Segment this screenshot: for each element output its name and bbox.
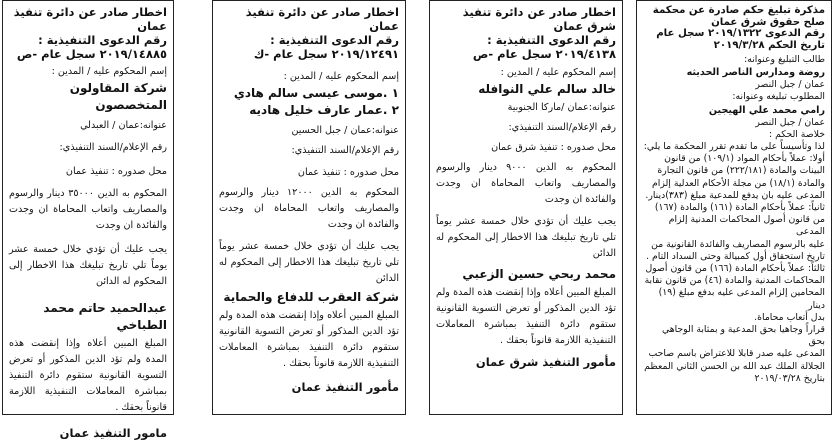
address: عنوانه:عمان /ماركا الجنوبية (507, 102, 616, 113)
notice-text: يجب عليك أن تؤدي خلال خمسة عشر يوماً تلي تاريخ تبليغك هذا الاخطار إلى المحكوم له الدائن (436, 216, 616, 259)
debtor-name: خالد سالم علي النوافله (478, 82, 616, 96)
debtor-name: شركة المقاولون المتخصصون (69, 81, 167, 112)
creditor-name: شركة العقرب للدفاع والحماية (223, 290, 399, 304)
judgment-line: المحاكمات المدنية والمادة (٤٦) من قانون نقابة (644, 275, 825, 287)
footer-signature: مأمور التنفيذ شرق عمان (475, 355, 616, 369)
summary-label: خلاصة الحكم : (769, 128, 825, 140)
address: عنوانه:عمان / العبدلي (80, 120, 167, 131)
footer-signature: مامور التنفيذ عمان (59, 426, 167, 440)
court-notice-column (636, 0, 832, 415)
judgment-line: بتاريخ ٢٠١٩/٠٣/٢٨ (754, 372, 825, 384)
notice-header: اخطار صادر عن دائرة تنفيذ عمان رقم الدعوى التنفيذية : ٢٠١٩/١٤٨٨٥ سجل عام -ص (13, 5, 167, 61)
debtor-label: إسم المحكوم عليه / المدين : (51, 66, 167, 77)
judgment-line: أولا: عملاً بأحكام المواد (١٠٩/١) من قانون (664, 153, 825, 165)
footer-signature: مأمور التنفيذ عمان (291, 380, 399, 394)
judgment-line: المحامين إلزام المدعى عليه بدفع مبلغ (١٩) دينار (658, 287, 825, 311)
judgment-line: البينات والمادة (٢٢٢/١٨١) من قانون التجارة (657, 165, 825, 177)
notice-header: اخطار صادر عن دائرة تنفيذ عمان رقم الدعوى التنفيذية : ٢٠١٩/١٢٤٩١ سجل عام -ك (245, 5, 399, 61)
debtor-label: إسم المحكوم عليه / المدين : (500, 67, 616, 78)
judgment-line: عليه بالرسوم المصاريف والفائدة القانونية من (651, 238, 825, 250)
amount-text: المحكوم به الدين ٩٠٠٠ دينار والرسوم والمصاريف واتعاب المحاماة ان وجدت والفائدة ان وجدت (436, 162, 616, 205)
judgment-line: المدعى عليه بان يدفع للمدعية مبلغ (٣٨٣)دينار. (645, 189, 825, 201)
notice-column-2 (212, 0, 406, 415)
recipient-address: عمان / جبل النصر (755, 116, 825, 128)
judgment-line: تاريخ استحقاق أول كمبيالة وحتى السداد التام . (646, 250, 825, 262)
closing-text: المبلغ المبين أعلاه وإذا إنقضت هذه المدة ولم تؤد الدين المذكور أو تعرض التسوية القانونية ستقوم دائرة التنفيذ بمباشرة المعاملات التنفيذية اللازمة قانوناً بحقك . (436, 287, 616, 346)
address: عنوانه:عمان / جبل الحسين (291, 125, 399, 136)
requester-name: روضة ومدارس الناصر الحديثه (686, 67, 825, 79)
issue-place: محل صدوره : تنفيذ عمان (297, 167, 399, 178)
instrument: رقم الإعلام/السند التنفيذي: (291, 145, 399, 156)
judgment-line: ثانياً: عملاً بأحكام المادة (١٦١) والمادة (١٦٧) (654, 202, 825, 214)
closing-text: المبلغ المبين أعلاه وإذا إنقضت هذه المدة ولم تؤد الدين المذكور أو تعرض التسوية القانونية ستقوم دائرة التنفيذ بمباشرة المعاملات التنفيذية اللازمة قانوناً بحقك . (219, 310, 399, 369)
debtor-name-1: ١ .موسى عيسى سالم هادي (233, 86, 399, 100)
recipient-label: المطلوب تبليغه وعنوانه: (732, 91, 825, 103)
judgment-line: بدل أتعاب محاماة. (754, 311, 825, 323)
creditor-name: عبدالحميد حاتم محمد الطباخي (43, 301, 167, 332)
debtor-label: إسم المحكوم عليه / المدين : (283, 71, 399, 82)
judgment-line: لذا وتأسيساً على ما تقدم تقرر المحكمة ما يلي: (643, 141, 825, 153)
judgment-line: ثالثاً: عملاً بأحكام المادة (١٦٦) من قانون أصول (645, 263, 825, 275)
notice-text: يجب عليك أن تؤدي خلال خمسة عشر يوماً تلي تاريخ تبليغك هذا الاخطار إلى المحكوم له الدائن (219, 241, 399, 284)
amount-text: المحكوم به الدين ٣٥٠٠٠ دينار والرسوم والمصاريف واتعاب المحاماة ان وجدت والفائدة ان وجدت (9, 188, 167, 231)
court-notice-header: مذكرة تبليغ حكم صادرة عن محكمة صلح حقوق شرق عمان رقم الدعوى ٢٠١٩/١٣٢٢ سجل عام تاريخ الحكم ٢٠١٩/٣/٢٨ (652, 5, 825, 51)
judgment-body (643, 141, 825, 385)
judgment-line: الجلالة الملك عبد الله بن الحسن الثاني المعظم (644, 360, 825, 372)
judgment-line: من قانون أصول المحاكمات المدنية إلزام المدعى (668, 214, 825, 238)
judgment-line: المدعى عليه صدر قابلا للاعتراض باسم صاحب (648, 348, 825, 360)
issue-place: محل صدوره : تنفيذ عمان (65, 166, 167, 177)
requester-label: طالب التبليغ وعنوانه: (744, 54, 825, 65)
instrument: رقم الإعلام/السند التنفيذي: (508, 122, 616, 133)
issue-place: محل صدوره : تنفيذ شرق عمان (491, 142, 616, 153)
notice-column-1 (2, 0, 174, 440)
closing-text: المبلغ المبين أعلاه وإذا إنقضت هذه المدة ولم تؤد الدين المذكور أو تعرض التسوية القانونية ستقوم دائرة التنفيذ بمباشرة المعاملات التنفيذية اللازمة قانوناً بحقك . (9, 338, 167, 413)
debtor-name-2: ٢ .عمار عارف خليل هاديه (249, 103, 399, 117)
notice-header: اخطار صادر عن دائرة تنفيذ شرق عمان رقم الدعوى التنفيذية : ٢٠١٩/٤١٣٨ سجل عام -ص (462, 5, 616, 61)
amount-text: المحكوم به الدين ١٢٠٠٠ دينار والرسوم والمصاريف واتعاب المحاماة ان وجدت والفائدة ان وجدت (219, 187, 399, 230)
judgment-line: والمادة (١٨/١) من مجلة الأحكام العدلية إلزام (652, 177, 825, 189)
notice-column-3 (429, 0, 623, 415)
recipient-name: رامي محمد علي الهيجين (708, 104, 825, 116)
creditor-name: محمد ربحي حسين الزعبي (462, 267, 616, 281)
requester-address: عمان / جبل النصر (755, 79, 825, 91)
judgment-line: قراراً وجاهيا بحق المدعية و بمثابة الوجاهي بحق (661, 324, 825, 348)
instrument: رقم الإعلام/السند التنفيذي: (59, 142, 167, 153)
notice-text: يجب عليك أن تؤدي خلال خمسة عشر يوماً تلي تاريخ تبليغك هذا الاخطار إلى المحكوم له الدائن (9, 244, 167, 287)
